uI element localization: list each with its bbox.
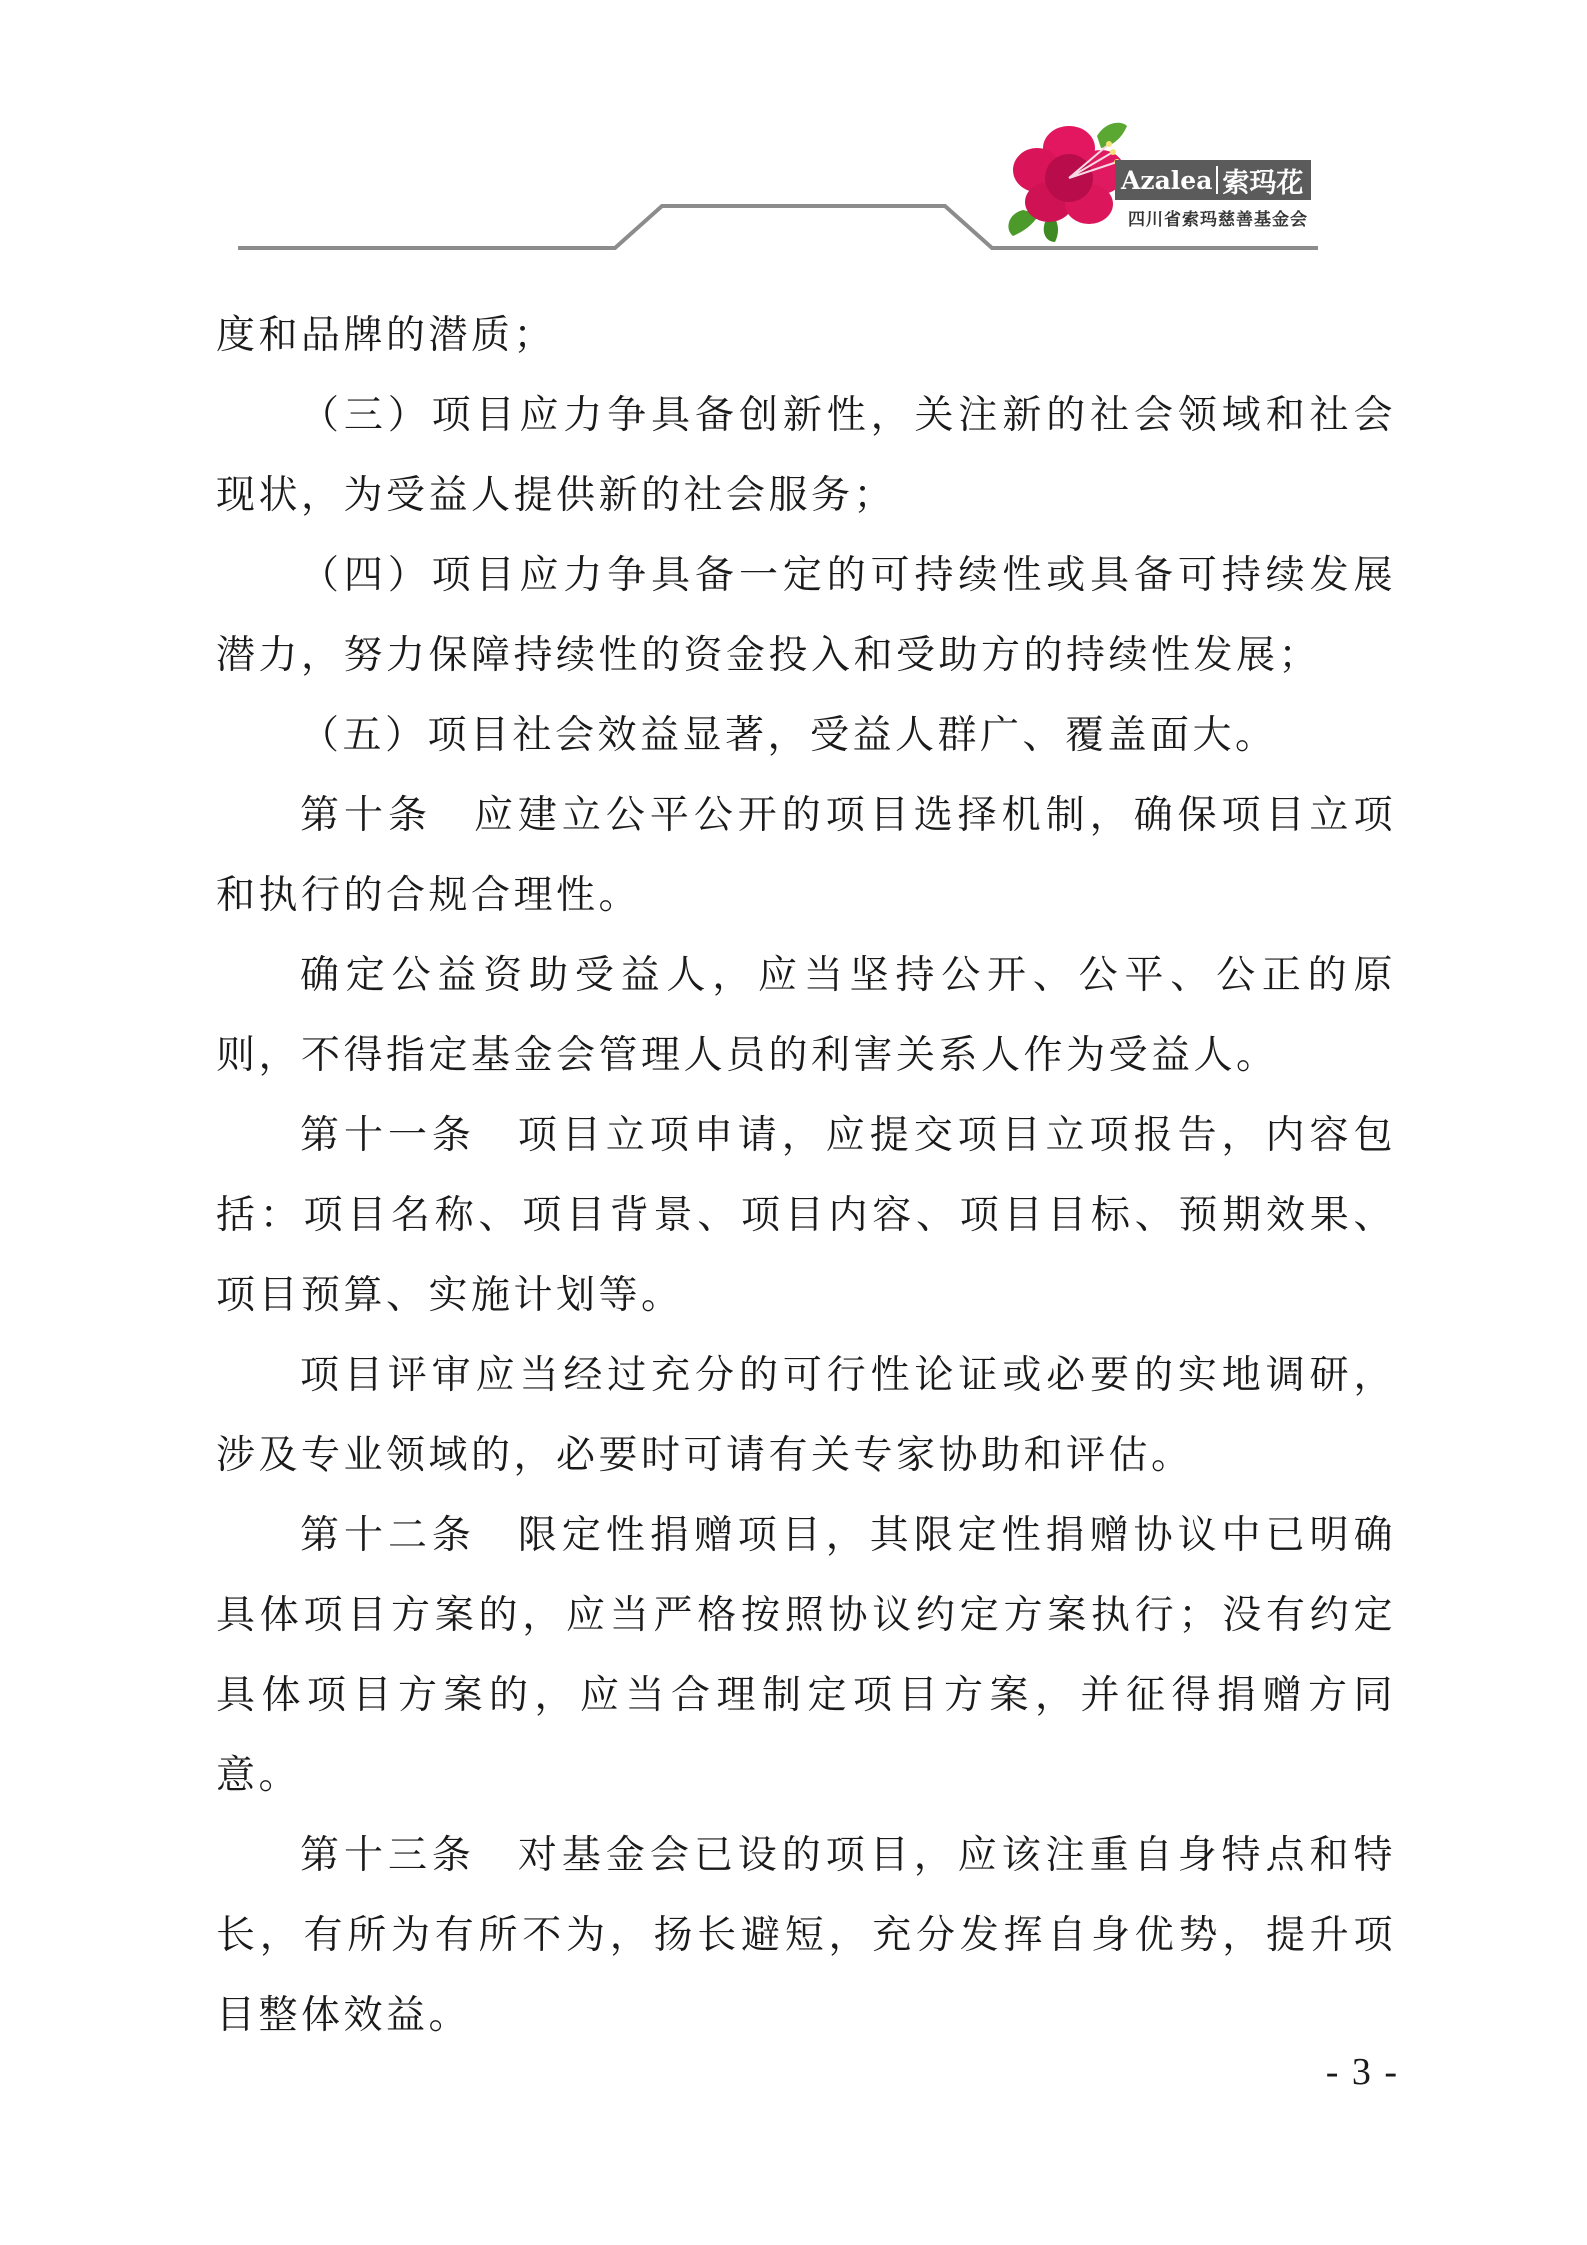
foundation-logo <box>1005 118 1335 243</box>
document-body <box>216 296 1396 2056</box>
paragraph-item-5: （五）项目社会效益显著，受益人群广、覆盖面大。 <box>300 713 1278 758</box>
page-header <box>0 0 1587 270</box>
article-11 <box>216 1096 1396 1336</box>
logo-org-name: 四川省索玛慈善基金会 <box>1128 210 1308 230</box>
article-11-text: 项目立项申请，应提交项目立项报告，内容包括：项目名称、项目背景、项目内容、项目目标、预期效果、项目预算、实施计划等。 <box>216 1113 1396 1318</box>
article-10 <box>216 776 1396 936</box>
article-12-text: 限定性捐赠项目，其限定性捐赠协议中已明确具体项目方案的，应当严格按照协议约定方案执行；没有约定具体项目方案的，应当合理制定项目方案，并征得捐赠方同意。 <box>216 1513 1396 1798</box>
logo-name-en: Azalea <box>1121 165 1213 195</box>
article-13 <box>216 1816 1396 2056</box>
article-12-heading: 第十二条 <box>300 1513 476 1558</box>
article-10-text: 应建立公平公开的项目选择机制，确保项目立项和执行的合规合理性。 <box>216 793 1396 918</box>
logo-title-banner <box>1115 160 1311 200</box>
paragraph-item-4: （四）项目应力争具备一定的可持续性或具备可持续发展潜力，努力保障持续性的资金投入和受助方的持续性发展； <box>216 553 1396 678</box>
logo-title-divider <box>1216 166 1218 194</box>
paragraph-continuation: 度和品牌的潜质； <box>216 313 557 358</box>
header-rule-line <box>0 0 1587 270</box>
article-10-paragraph-2: 确定公益资助受益人，应当坚持公开、公平、公正的原则，不得指定基金会管理人员的利害关系人作为受益人。 <box>216 953 1396 1078</box>
logo-name-cn: 索玛花 <box>1222 167 1304 199</box>
paragraph-item-3: （三）项目应力争具备创新性，关注新的社会领域和社会现状，为受益人提供新的社会服务； <box>216 393 1396 518</box>
page-number: - 3 - <box>1325 2051 1399 2093</box>
article-11-heading: 第十一条 <box>300 1113 476 1158</box>
article-12 <box>216 1496 1396 1816</box>
article-11-paragraph-2: 项目评审应当经过充分的可行性论证或必要的实地调研，涉及专业领域的，必要时可请有关专家协助和评估。 <box>216 1353 1396 1478</box>
article-13-text: 对基金会已设的项目，应该注重自身特点和特长，有所为有所不为，扬长避短，充分发挥自身优势，提升项目整体效益。 <box>216 1833 1396 2038</box>
article-10-heading: 第十条 <box>300 793 432 838</box>
article-13-heading: 第十三条 <box>300 1833 476 1878</box>
